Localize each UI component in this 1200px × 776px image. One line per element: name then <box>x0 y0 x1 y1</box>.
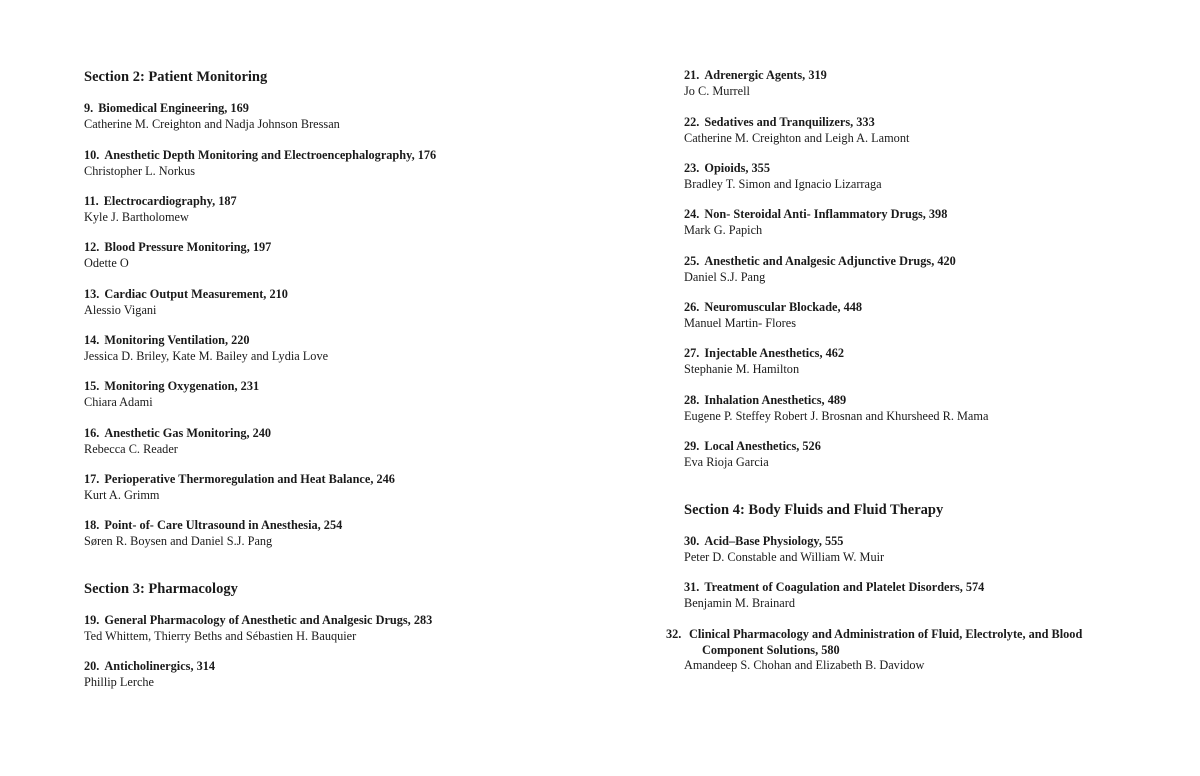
chapter-number: 31. <box>684 580 700 594</box>
toc-entry[interactable] <box>84 379 604 410</box>
chapter-title: 18. Point- of- Care Ultrasound in Anesthesia, 254 <box>84 518 343 532</box>
chapter-authors: Christopher L. Norkus <box>84 163 196 178</box>
chapter-title: 30. Acid–Base Physiology, 555 <box>684 534 844 548</box>
section-heading: Section 4: Body Fluids and Fluid Therapy <box>684 502 944 518</box>
chapter-authors: Kurt A. Grimm <box>84 487 160 502</box>
toc-entry[interactable] <box>684 207 1164 238</box>
chapter-authors: Ted Whittem, Thierry Beths and Sébastien H. Bauquier <box>84 628 357 643</box>
toc-entry[interactable] <box>84 287 604 318</box>
chapter-authors: Stephanie M. Hamilton <box>684 361 800 376</box>
toc-entry[interactable] <box>684 254 1164 285</box>
chapter-authors: Rebecca C. Reader <box>84 441 178 456</box>
chapter-number: 20. <box>84 659 100 673</box>
chapter-title: 11. Electrocardiography, 187 <box>84 194 237 208</box>
toc-entry[interactable] <box>84 333 604 364</box>
chapter-title: 29. Local Anesthetics, 526 <box>684 439 821 453</box>
toc-entry[interactable] <box>84 518 604 549</box>
chapter-authors: Chiara Adami <box>84 394 153 409</box>
chapter-number: 29. <box>684 439 700 453</box>
chapter-number: 10. <box>84 148 100 162</box>
chapter-number: 16. <box>84 426 100 440</box>
chapter-number: 12. <box>84 240 100 254</box>
chapter-title: 14. Monitoring Ventilation, 220 <box>84 333 250 347</box>
chapter-title: 10. Anesthetic Depth Monitoring and Electroencephalography, 176 <box>84 148 437 162</box>
chapter-authors: Daniel S.J. Pang <box>684 269 766 284</box>
chapter-number: 26. <box>684 300 700 314</box>
chapter-number: 21. <box>684 68 700 82</box>
chapter-authors: Manuel Martin- Flores <box>684 315 797 330</box>
chapter-authors: Eugene P. Steffey Robert J. Brosnan and Khursheed R. Mama <box>684 408 989 423</box>
toc-entry[interactable] <box>84 148 604 179</box>
chapter-number: 30. <box>684 534 700 548</box>
toc-entry[interactable] <box>84 659 604 690</box>
chapter-number: 18. <box>84 518 100 532</box>
chapter-title: 9. Biomedical Engineering, 169 <box>84 101 249 115</box>
chapter-number: 11. <box>84 194 99 208</box>
toc-entry[interactable] <box>684 300 1164 331</box>
chapter-authors: Søren R. Boysen and Daniel S.J. Pang <box>84 533 273 548</box>
toc-entry[interactable] <box>666 627 1114 674</box>
toc-entry[interactable] <box>84 613 604 644</box>
toc-entry[interactable] <box>684 439 1164 470</box>
toc-entry[interactable] <box>84 240 604 271</box>
chapter-title: 16. Anesthetic Gas Monitoring, 240 <box>84 426 272 440</box>
chapter-title: 27. Injectable Anesthetics, 462 <box>684 346 845 360</box>
chapter-title: 19. General Pharmacology of Anesthetic and Analgesic Drugs, 283 <box>84 613 433 627</box>
chapter-authors: Alessio Vigani <box>84 302 157 317</box>
toc-entry[interactable] <box>84 426 604 457</box>
chapter-title: 28. Inhalation Anesthetics, 489 <box>684 393 847 407</box>
toc-entry[interactable] <box>684 393 1164 424</box>
toc-entry[interactable] <box>684 161 1164 192</box>
toc-entry[interactable] <box>684 115 1164 146</box>
chapter-number: 14. <box>84 333 100 347</box>
chapter-authors: Phillip Lerche <box>84 674 155 689</box>
chapter-number: 13. <box>84 287 100 301</box>
chapter-authors: Catherine M. Creighton and Leigh A. Lamont <box>684 130 910 145</box>
toc-entry[interactable] <box>684 68 1164 99</box>
chapter-authors: Odette O <box>84 255 129 270</box>
chapter-title: 20. Anticholinergics, 314 <box>84 659 216 673</box>
toc-entry[interactable] <box>84 101 604 132</box>
chapter-title: 26. Neuromuscular Blockade, 448 <box>684 300 863 314</box>
chapter-number: 25. <box>684 254 700 268</box>
toc-entry[interactable] <box>684 580 1164 611</box>
chapter-title: 21. Adrenergic Agents, 319 <box>684 68 827 82</box>
chapter-title: 13. Cardiac Output Measurement, 210 <box>84 287 288 301</box>
chapter-number: 28. <box>684 393 700 407</box>
chapter-number: 9. <box>84 101 94 115</box>
chapter-authors: Mark G. Papich <box>684 222 763 237</box>
chapter-title: 15. Monitoring Oxygenation, 231 <box>84 379 260 393</box>
section-heading: Section 3: Pharmacology <box>84 581 238 597</box>
chapter-number: 15. <box>84 379 100 393</box>
chapter-authors: Jessica D. Briley, Kate M. Bailey and Lydia Love <box>84 348 329 363</box>
chapter-title: 17. Perioperative Thermoregulation and Heat Balance, 246 <box>84 472 395 486</box>
chapter-authors: Amandeep S. Chohan and Elizabeth B. Davidow <box>684 658 925 672</box>
chapter-title: 22. Sedatives and Tranquilizers, 333 <box>684 115 875 129</box>
chapter-title: 23. Opioids, 355 <box>684 161 770 175</box>
chapter-authors: Benjamin M. Brainard <box>684 595 795 610</box>
chapter-number: 23. <box>684 161 700 175</box>
chapter-title: 25. Anesthetic and Analgesic Adjunctive Drugs, 420 <box>684 254 956 268</box>
chapter-number: 22. <box>684 115 700 129</box>
chapter-authors: Eva Rioja Garcia <box>684 454 769 469</box>
chapter-title: 12. Blood Pressure Monitoring, 197 <box>84 240 272 254</box>
toc-entry[interactable] <box>84 472 604 503</box>
chapter-number: 27. <box>684 346 700 360</box>
chapter-number: 19. <box>84 613 100 627</box>
chapter-title: 31. Treatment of Coagulation and Platelet Disorders, 574 <box>684 580 985 594</box>
chapter-authors: Kyle J. Bartholomew <box>84 209 189 224</box>
chapter-authors: Bradley T. Simon and Ignacio Lizarraga <box>684 176 882 191</box>
chapter-authors: Peter D. Constable and William W. Muir <box>684 549 885 564</box>
toc-entry[interactable] <box>84 194 604 225</box>
chapter-authors: Jo C. Murrell <box>684 83 750 98</box>
chapter-title: 24. Non- Steroidal Anti- Inflammatory Drugs, 398 <box>684 207 948 221</box>
chapter-title: 32. Clinical Pharmacology and Administration of Fluid, Electrolyte, and Blood Component Solutions, 580 <box>666 627 1083 657</box>
toc-entry[interactable] <box>684 346 1164 377</box>
section-heading: Section 2: Patient Monitoring <box>84 69 268 85</box>
chapter-number: 17. <box>84 472 100 486</box>
toc-entry[interactable] <box>684 534 1164 565</box>
chapter-number: 24. <box>684 207 700 221</box>
chapter-authors: Catherine M. Creighton and Nadja Johnson Bressan <box>84 116 340 131</box>
